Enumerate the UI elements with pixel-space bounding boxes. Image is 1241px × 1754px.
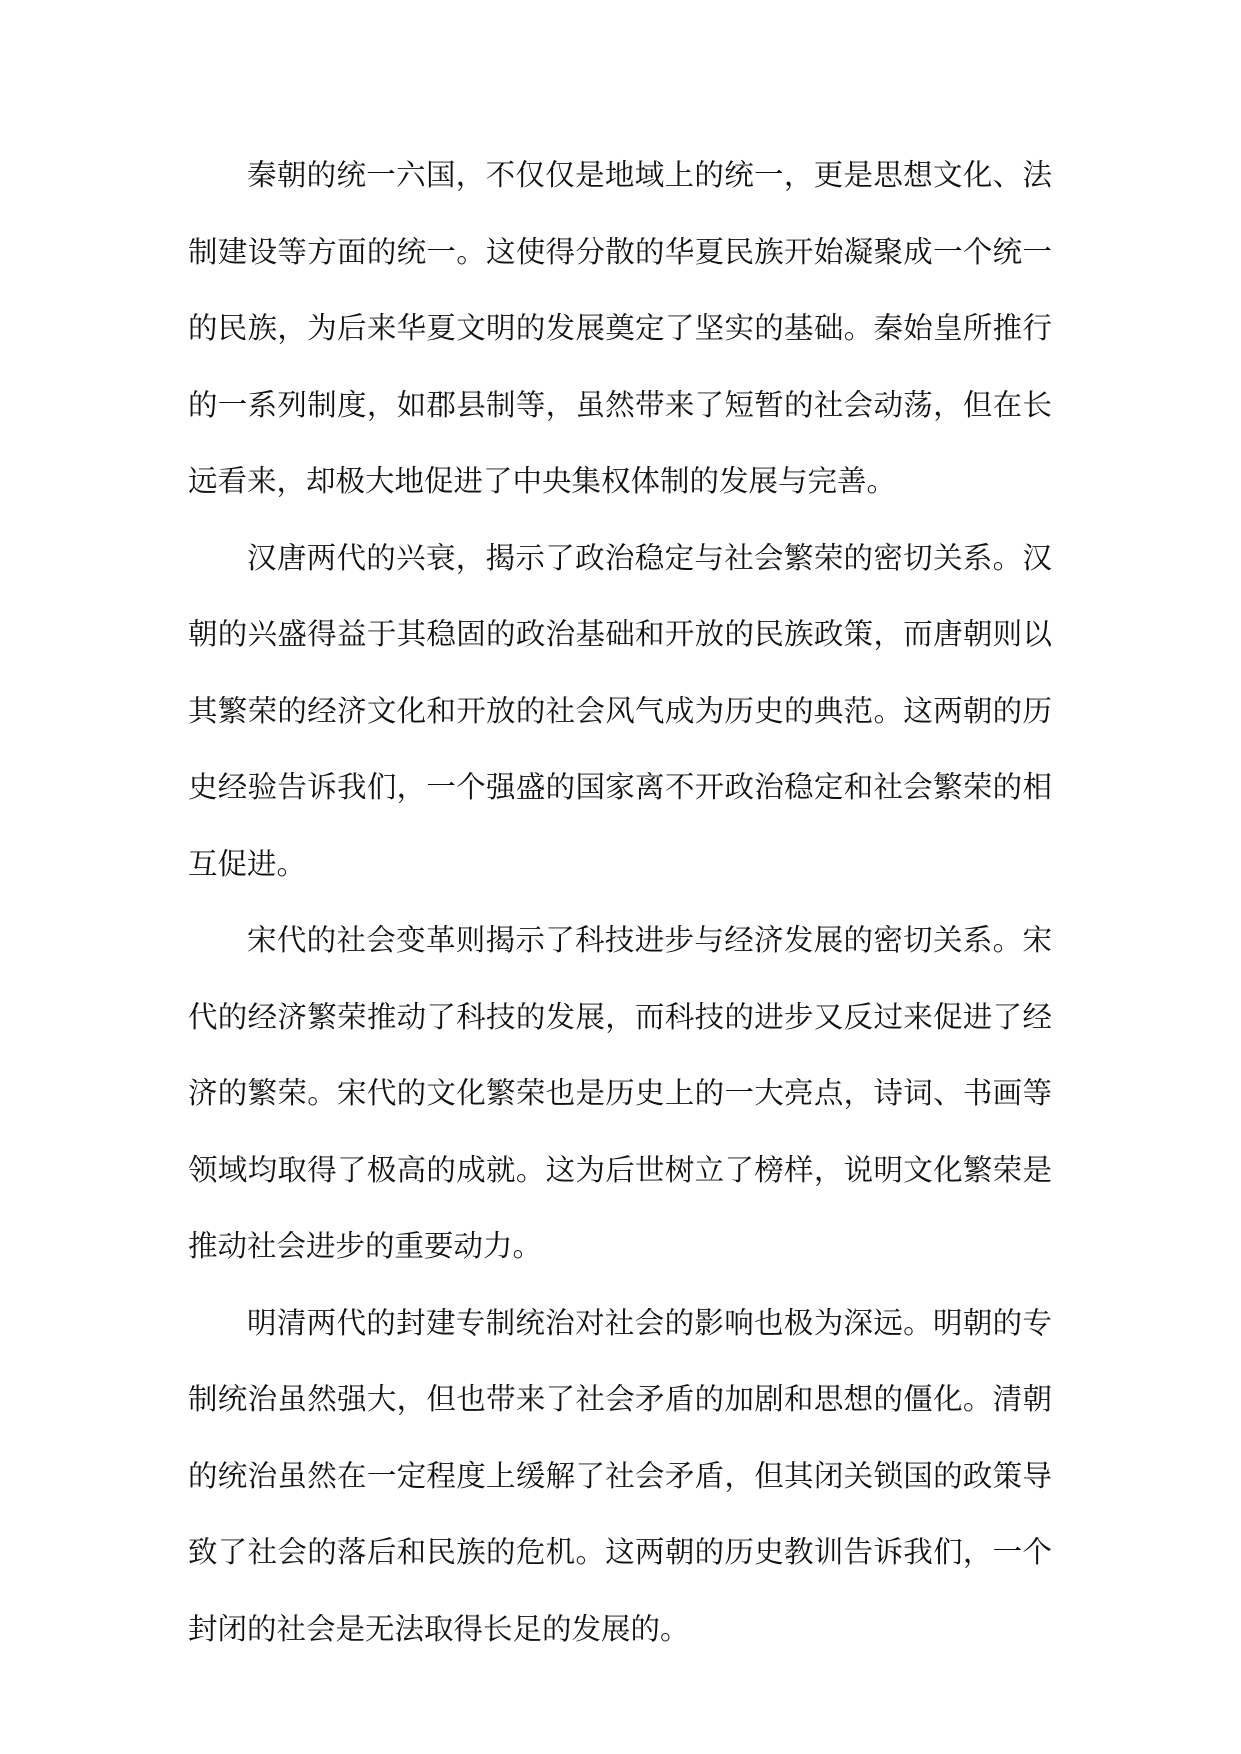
document-body bbox=[188, 137, 1052, 1667]
paragraph-qin: 秦朝的统一六国，不仅仅是地域上的统一，更是思想文化、法制建设等方面的统一。这使得分散的华夏民族开始凝聚成一个统一的民族，为后来华夏文明的发展奠定了坚实的基础。秦始皇所推行的一系列制度，如郡县制等，虽然带来了短暂的社会动荡，但在长远看来，却极大地促进了中央集权体制的发展与完善。 bbox=[188, 158, 1052, 498]
paragraph-song: 宋代的社会变革则揭示了科技进步与经济发展的密切关系。宋代的经济繁荣推动了科技的发展，而科技的进步又反过来促进了经济的繁荣。宋代的文化繁荣也是历史上的一大亮点，诗词、书画等领域均取得了极高的成就。这为后世树立了榜样，说明文化繁荣是推动社会进步的重要动力。 bbox=[188, 923, 1052, 1263]
paragraph-han-tang: 汉唐两代的兴衰，揭示了政治稳定与社会繁荣的密切关系。汉朝的兴盛得益于其稳固的政治基础和开放的民族政策，而唐朝则以其繁荣的经济文化和开放的社会风气成为历史的典范。这两朝的历史经验告诉我们，一个强盛的国家离不开政治稳定和社会繁荣的相互促进。 bbox=[188, 540, 1052, 881]
paragraph-ming-qing: 明清两代的封建专制统治对社会的影响也极为深远。明朝的专制统治虽然强大，但也带来了社会矛盾的加剧和思想的僵化。清朝的统治虽然在一定程度上缓解了社会矛盾，但其闭关锁国的政策导致了社会的落后和民族的危机。这两朝的历史教训告诉我们，一个封闭的社会是无法取得长足的发展的。 bbox=[188, 1305, 1052, 1646]
